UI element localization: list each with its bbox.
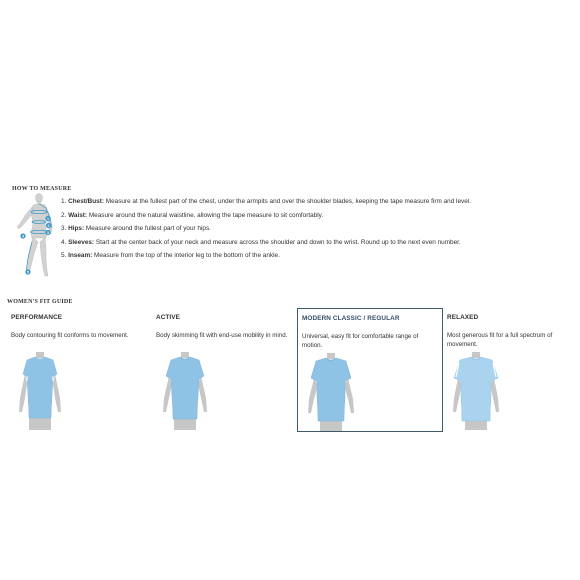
active-shirt-image xyxy=(158,350,214,430)
marker-3: 3 xyxy=(47,230,49,235)
fit-name: ACTIVE xyxy=(156,314,181,321)
marker-1: 1 xyxy=(47,216,49,221)
fit-name: RELAXED xyxy=(447,314,479,321)
step-chest: 1. Chest/Bust: Measure at the fullest part of the chest, under the armpits and over the shoulder blades, keeping the tape measure firm and level. xyxy=(61,198,471,205)
fit-description: Body contouring fit conforms to movement. xyxy=(11,332,129,339)
fit-card-relaxed[interactable] xyxy=(443,308,580,432)
fit-description: Most generous fit for a full spectrum of movement. xyxy=(447,332,553,348)
how-to-measure-title: HOW TO MEASURE xyxy=(12,186,72,192)
fit-description: Universal, easy fit for comfortable range of motion. xyxy=(302,333,419,349)
marker-5: 5 xyxy=(27,270,29,275)
fit-guide-title: WOMEN'S FIT GUIDE xyxy=(7,299,73,305)
fit-name: PERFORMANCE xyxy=(11,314,63,321)
step-sleeves: 4. Sleeves: Start at the center back of your neck and measure across the shoulder and down to the wrist. Round up to the next even number. xyxy=(61,238,461,246)
fit-name: MODERN CLASSIC / REGULAR xyxy=(302,315,400,322)
fit-card-active[interactable] xyxy=(152,308,298,432)
modern-classic-shirt-image xyxy=(304,351,360,431)
marker-2: 2 xyxy=(47,223,50,228)
step-hips: 3. Hips: Measure around the fullest part of your hips. xyxy=(61,225,211,232)
body-measure-figure xyxy=(6,192,60,280)
step-inseam: 5. Inseam: Measure from the top of the interior leg to the bottom of the ankle. xyxy=(61,252,280,259)
fit-card-modern-classic[interactable] xyxy=(297,308,443,432)
fit-card-performance[interactable] xyxy=(7,308,153,432)
relaxed-shirt-image xyxy=(449,350,505,430)
measure-steps-list xyxy=(61,197,471,265)
step-waist: 2. Waist: Measure around the natural waistline, allowing the tape measure to sit comfortably. xyxy=(61,211,324,219)
performance-shirt-image xyxy=(13,350,69,430)
marker-4: 4 xyxy=(22,234,24,239)
fit-description: Body skimming fit with end-use mobility in mind. xyxy=(156,332,288,339)
